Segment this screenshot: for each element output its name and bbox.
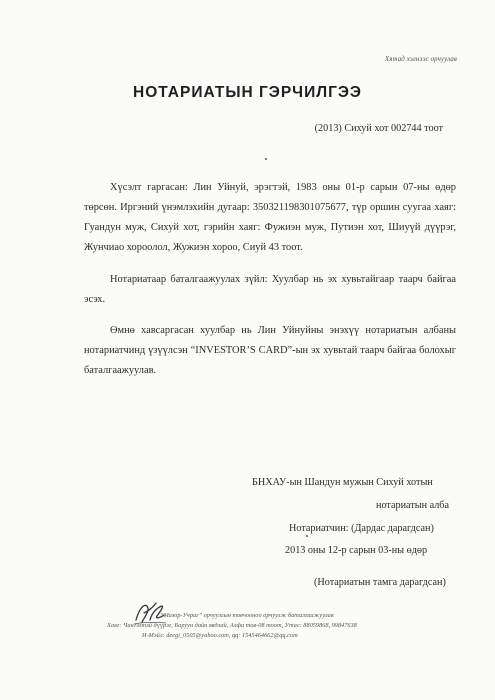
document-title: НОТАРИАТЫН ГЭРЧИЛГЭЭ (133, 84, 362, 101)
applicant-paragraph: Хүсэлт гаргасан: Лин Уйнуй, эрэгтэй, 1983 оны 01-р сарын 07-ны өдөр төрсөн. Иргэний үнэмлэхийн дугаар: 350321198301075677, түр оршин суугаа хаяг: Гуандун муж, Сихуй хот, гэрийн хаяг: Фужиэн муж, Путиэн хот, Шиуүй дүүрэг, Жунчиао хороолол, Жужиэн хороо, Сиуй 43 тоот. (84, 182, 456, 253)
ink-speck (306, 535, 308, 537)
footer-address-line: Хаяг: Чингэлтэй дүүрэг, Баруун дайн явдлай, Алфа тов-08 тоот, Утас: 88059868, 99847638 (107, 622, 357, 629)
translation-note: Хятад хэлнээс орчуулав (384, 56, 457, 63)
signature-date: 2013 оны 12-р сарын 03-ны өдөр (285, 545, 428, 556)
notary-name: Нотариатчин: (Дардас дарагдсан) (289, 523, 434, 534)
notary-office-line1: БНХАУ-ын Шандун мужын Сихуй хотын (252, 477, 433, 488)
footer-contact-line: И-Мэйл: deegi_0505@yahoo.com, qq: 1545464662@qq.com (142, 632, 298, 639)
footer-bureau-line: “Мазор-Учраг” орчуулгын товчооноо орчуулж баталгаажуулав (160, 612, 334, 619)
notary-office-line2: нотариатын алба (376, 500, 450, 511)
notary-seal-note: (Нотариатын тамга дарагдсан) (314, 577, 446, 588)
certificate-number: (2013) Сихуй хот 002744 тоот (314, 123, 443, 134)
ink-speck (265, 158, 267, 160)
certification-paragraph: Өмнө хавсаргасан хуулбар нь Лин Уйнуйны энэхүү нотариатын албаны нотариатчинд үзүүлсэн “INVESTOR’S CARD”-ын эх хувьтай таарч байгаа болохыг баталгаажуулав. (84, 325, 456, 376)
subject-paragraph: Нотариатаар баталгаажуулах зүйл: Хуулбар нь эх хувьтайгаар таарч байгаа эсэх. (84, 274, 456, 305)
